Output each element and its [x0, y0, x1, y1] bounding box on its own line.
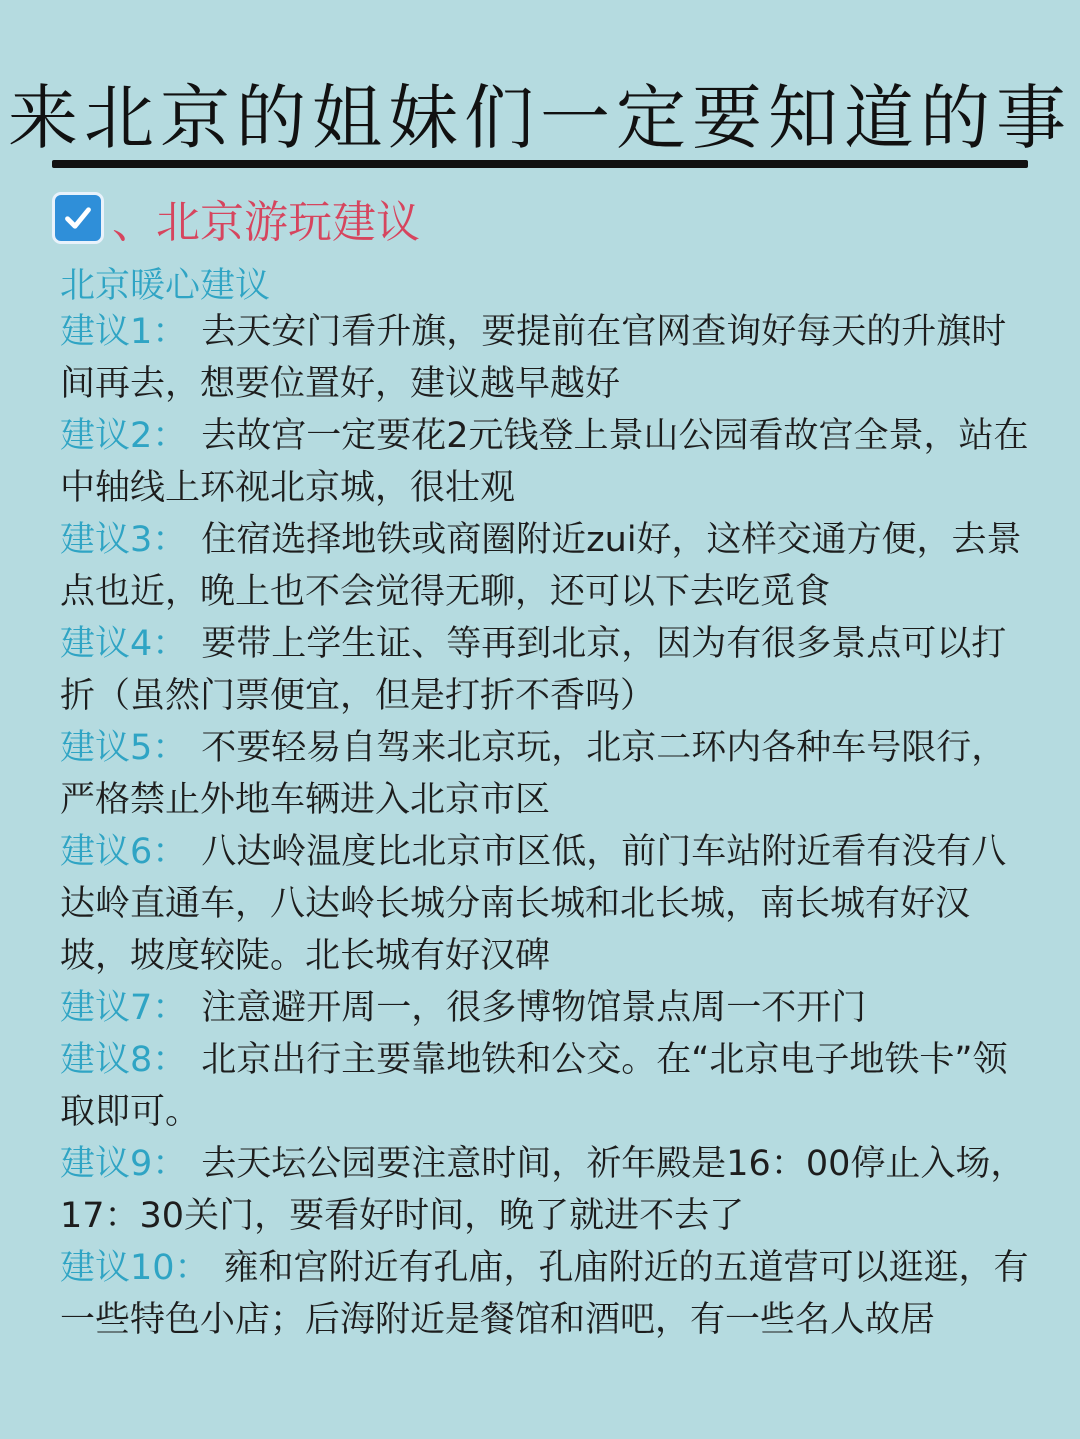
tip-label: 建议5：: [60, 728, 188, 768]
tip-label: 建议6：: [60, 832, 188, 872]
checkbox-checked-icon: [52, 192, 104, 244]
tip-label: 建议3：: [60, 520, 188, 560]
tip-text: 不要轻易自驾来北京玩，北京二环内各种车号限行，严格禁止外地车辆进入北京市区: [60, 728, 1007, 820]
tip-text: 住宿选择地铁或商圈附近zui好，这样交通方便，去景点也近，晚上也不会觉得无聊，还可以下去吃觅食: [60, 520, 1022, 612]
tip-item: [60, 514, 1030, 618]
tip-item: [60, 982, 1030, 1034]
tip-item: [60, 826, 1030, 982]
tip-text: 八达岭温度比北京市区低，前门车站附近看有没有八达岭直通车，八达岭长城分南长城和北长城，南长城有好汉坡，坡度较陡。北长城有好汉碑: [60, 832, 1007, 976]
tip-item: [60, 618, 1030, 722]
tip-text: 去天安门看升旗，要提前在官网查询好每天的升旗时间再去，想要位置好，建议越早越好: [60, 312, 1007, 404]
tips-list: [60, 306, 1030, 1346]
section-title: 、北京游玩建议: [112, 197, 420, 248]
tip-item: [60, 306, 1030, 410]
tip-label: 建议10：: [60, 1248, 210, 1288]
tip-item: [60, 1034, 1030, 1138]
tip-text: 去天坛公园要注意时间，祈年殿是16：00停止入场，17：30关门，要看好时间，晚了就进不去了: [60, 1144, 1026, 1236]
tip-label: 建议8：: [60, 1040, 188, 1080]
section-header: [52, 188, 420, 248]
tip-label: 建议9：: [60, 1144, 188, 1184]
tip-item: [60, 1242, 1030, 1346]
tip-label: 建议4：: [60, 624, 188, 664]
tip-label: 建议1：: [60, 312, 188, 352]
tip-label: 建议7：: [60, 988, 188, 1028]
tip-text: 要带上学生证、等再到北京，因为有很多景点可以打折（虽然门票便宜，但是打折不香吗）: [60, 624, 1007, 716]
tip-item: [60, 410, 1030, 514]
tip-item: [60, 1138, 1030, 1242]
tip-text: 去故宫一定要花2元钱登上景山公园看故宫全景，站在中轴线上环视北京城，很壮观: [60, 416, 1029, 508]
tip-text: 雍和宫附近有孔庙，孔庙附近的五道营可以逛逛，有一些特色小店；后海附近是餐馆和酒吧，有一些名人故居: [60, 1248, 1029, 1340]
title-divider: [52, 160, 1028, 168]
page-title: 来北京的姐妹们一定要知道的事: [8, 77, 1072, 159]
tip-item: [60, 722, 1030, 826]
subtitle: 北京暖心建议: [60, 266, 271, 306]
tip-label: 建议2：: [60, 416, 188, 456]
tip-text: 北京出行主要靠地铁和公交。在“北京电子地铁卡”领取即可。: [60, 1040, 1008, 1132]
tip-text: 注意避开周一，很多博物馆景点周一不开门: [201, 988, 867, 1028]
